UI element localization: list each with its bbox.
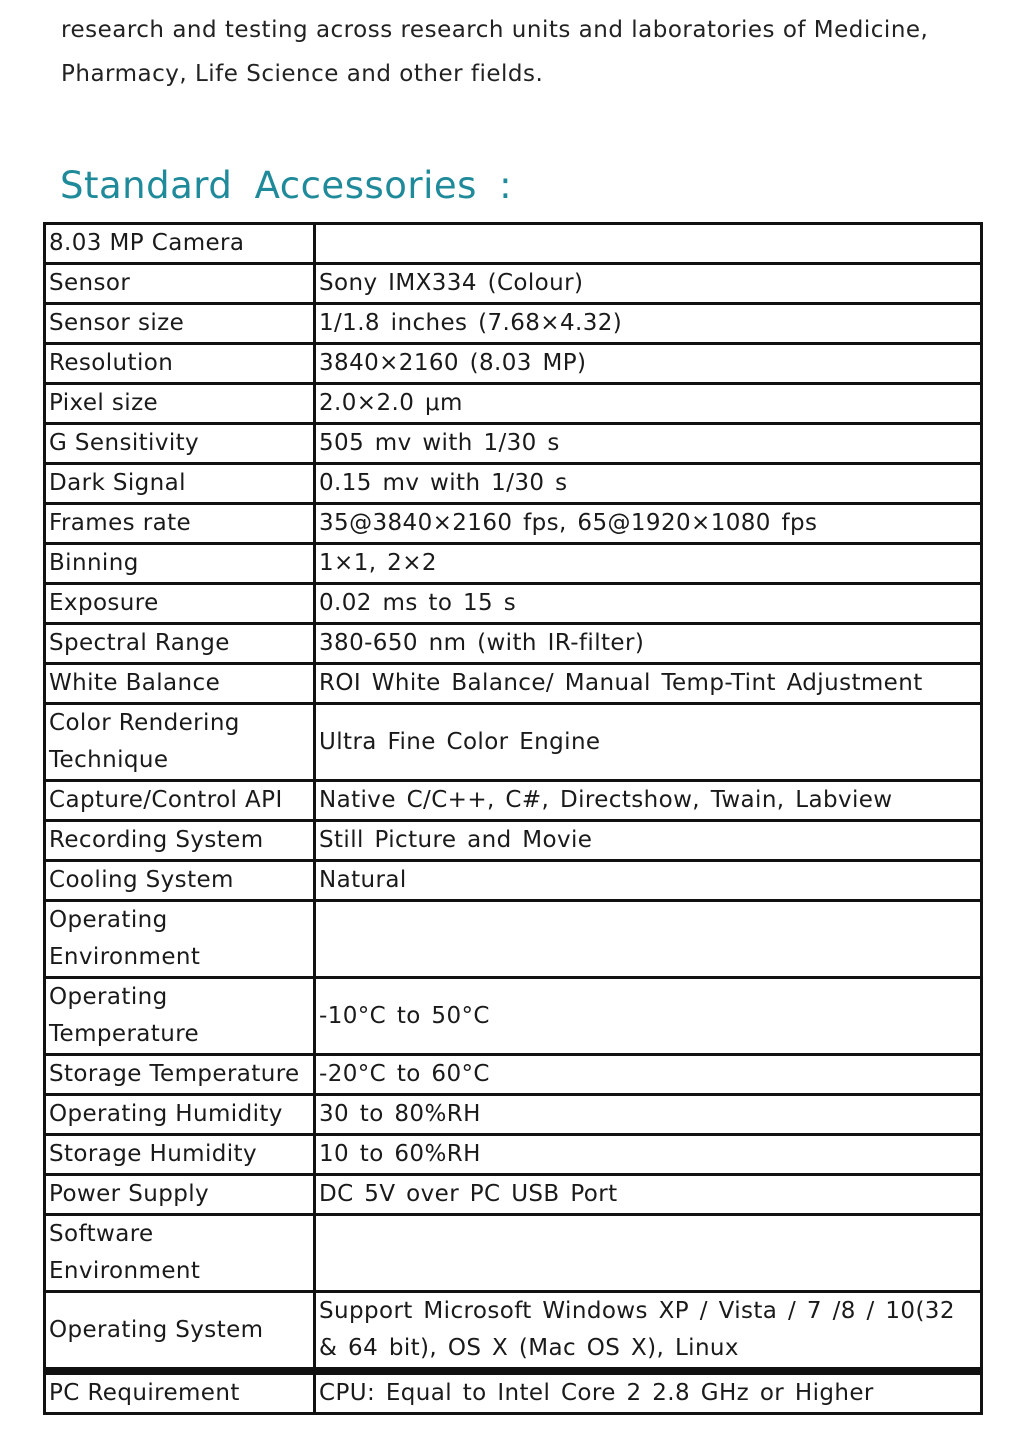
spec-label: Operating Environment [45, 901, 315, 978]
spec-value: 10 to 60%RH [315, 1135, 982, 1175]
table-row [45, 544, 982, 584]
table-row [45, 704, 982, 781]
spec-label: Recording System [45, 821, 315, 861]
spec-value [315, 1215, 982, 1292]
table-row [45, 664, 982, 704]
spec-value: 0.15 mv with 1/30 s [315, 464, 982, 504]
spec-value: 0.02 ms to 15 s [315, 584, 982, 624]
spec-value: 35@3840×2160 fps, 65@1920×1080 fps [315, 504, 982, 544]
table-row [45, 901, 982, 978]
table-row [45, 1095, 982, 1135]
spec-label: Storage Humidity [45, 1135, 315, 1175]
spec-value [315, 901, 982, 978]
spec-value: Ultra Fine Color Engine [315, 704, 982, 781]
table-row [45, 224, 982, 264]
table-row [45, 1175, 982, 1215]
intro-line: Pharmacy, Life Science and other fields. [61, 61, 544, 87]
table-row [45, 344, 982, 384]
spec-label: White Balance [45, 664, 315, 704]
spec-value: 505 mv with 1/30 s [315, 424, 982, 464]
spec-label: Frames rate [45, 504, 315, 544]
spec-label: Operating System [45, 1292, 315, 1372]
section-title: Standard Accessories : [60, 164, 513, 207]
spec-value: 1/1.8 inches (7.68×4.32) [315, 304, 982, 344]
table-row [45, 861, 982, 901]
spec-value: CPU: Equal to Intel Core 2 2.8 GHz or Higher [315, 1371, 982, 1414]
spec-value: 3840×2160 (8.03 MP) [315, 344, 982, 384]
table-row [45, 1135, 982, 1175]
spec-label: Binning [45, 544, 315, 584]
spec-label: Dark Signal [45, 464, 315, 504]
spec-value: -20°C to 60°C [315, 1055, 982, 1095]
table-row [45, 978, 982, 1055]
spec-value: Natural [315, 861, 982, 901]
table-row [45, 1292, 982, 1372]
table-row [45, 384, 982, 424]
spec-label: Sensor [45, 264, 315, 304]
spec-table [43, 222, 983, 1415]
table-row [45, 304, 982, 344]
spec-value: 2.0×2.0 μm [315, 384, 982, 424]
spec-label: Storage Temperature [45, 1055, 315, 1095]
spec-label: Exposure [45, 584, 315, 624]
spec-label: Operating Humidity [45, 1095, 315, 1135]
spec-label: G Sensitivity [45, 424, 315, 464]
spec-value: -10°C to 50°C [315, 978, 982, 1055]
table-row [45, 781, 982, 821]
table-row [45, 821, 982, 861]
spec-label: 8.03 MP Camera [45, 224, 315, 264]
spec-value: DC 5V over PC USB Port [315, 1175, 982, 1215]
spec-value: Sony IMX334 (Colour) [315, 264, 982, 304]
spec-value: 380-650 nm (with IR-filter) [315, 624, 982, 664]
spec-value: ROI White Balance/ Manual Temp-Tint Adjustment [315, 664, 982, 704]
spec-value: 1×1, 2×2 [315, 544, 982, 584]
spec-label: Pixel size [45, 384, 315, 424]
table-row [45, 424, 982, 464]
spec-label: Power Supply [45, 1175, 315, 1215]
spec-label: Capture/Control API [45, 781, 315, 821]
table-row [45, 624, 982, 664]
spec-label: Software Environment [45, 1215, 315, 1292]
spec-label: Cooling System [45, 861, 315, 901]
spec-label: Resolution [45, 344, 315, 384]
table-row [45, 504, 982, 544]
table-row [45, 1215, 982, 1292]
spec-value: Still Picture and Movie [315, 821, 982, 861]
spec-label: Spectral Range [45, 624, 315, 664]
spec-value: Support Microsoft Windows XP / Vista / 7 /8 / 10(32 & 64 bit), OS X (Mac OS X), Linux [315, 1292, 982, 1372]
intro-line: research and testing across research units and laboratories of Medicine, [61, 17, 929, 43]
table-row [45, 584, 982, 624]
spec-value: 30 to 80%RH [315, 1095, 982, 1135]
intro-paragraph [61, 8, 981, 96]
table-row [45, 464, 982, 504]
table-row [45, 264, 982, 304]
spec-label: Color Rendering Technique [45, 704, 315, 781]
spec-label: Operating Temperature [45, 978, 315, 1055]
spec-value [315, 224, 982, 264]
spec-label: PC Requirement [45, 1371, 315, 1414]
spec-label: Sensor size [45, 304, 315, 344]
table-row [45, 1371, 982, 1414]
table-row [45, 1055, 982, 1095]
spec-value: Native C/C++, C#, Directshow, Twain, Labview [315, 781, 982, 821]
